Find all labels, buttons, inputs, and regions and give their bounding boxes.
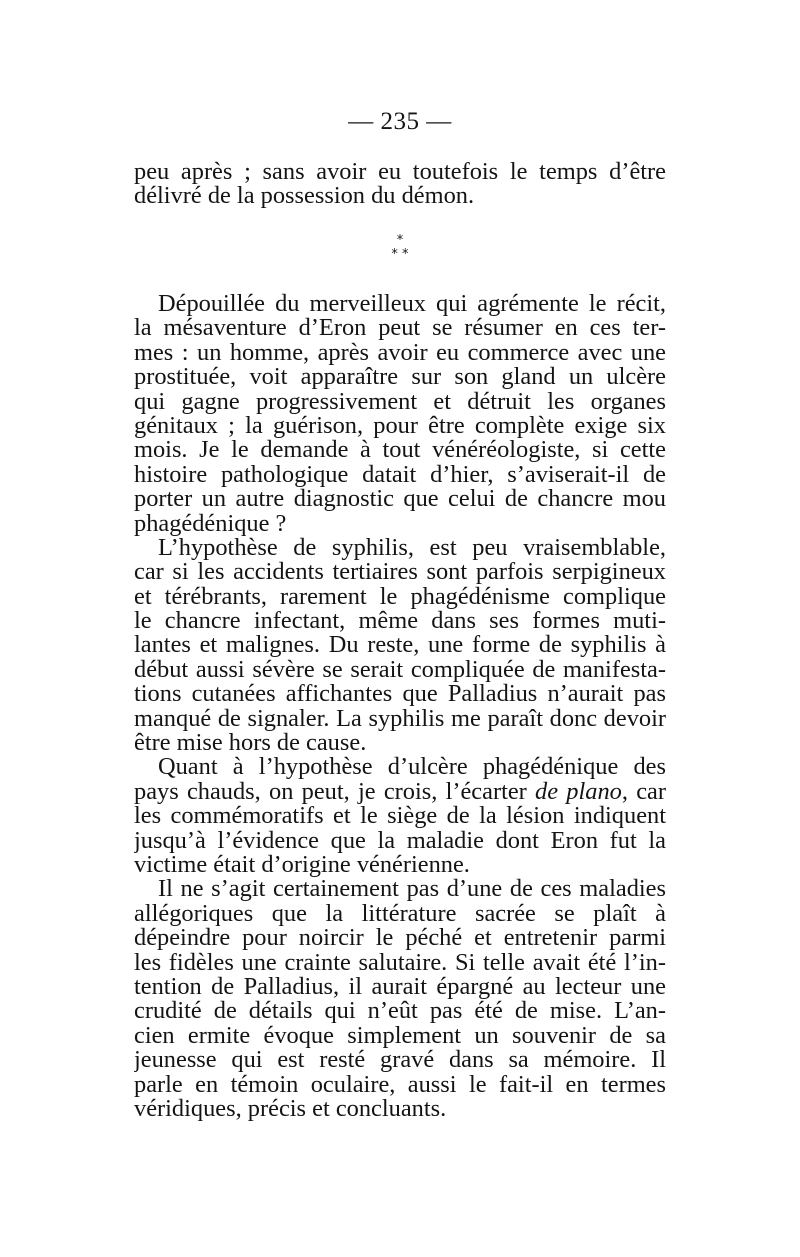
page-number: — 235 — [348,108,452,135]
text-line: peu après ; sans avoir eu toutefois le temps d’être [134,160,666,185]
text-line: véridiques, précis et concluants. [134,1096,447,1122]
text-line: allégoriques que la littérature sacrée se plaît à [134,901,666,927]
text-line-with-italic [134,780,666,804]
text-line: la mésaventure d’Eron peut se résumer en ces ter- [134,316,666,341]
text-line: mois. Je le demande à tout vénéréologiste, si cette [134,438,666,463]
text-line: L’hypothèse de syphilis, est peu vraisemblable, [158,535,666,561]
body-text [134,292,666,1121]
text-line: qui gagne progressivement et détruit les organes [134,389,666,414]
paragraph-continuation [134,160,666,209]
text-line: crudité de détails qui n’eût pas été de mise. L’an- [134,999,666,1024]
italic-phrase: de plano [535,779,622,805]
text-line: porter un autre diagnostic que celui de chancre mou [134,487,666,512]
text-line: Il ne s’agit certainement pas d’une de ces maladies [158,877,666,902]
text-line: le chancre infectant, même dans ses formes muti- [134,609,666,634]
text-line: Quant à l’hypothèse d’ulcère phagédénique des [158,755,666,780]
text-line: histoire pathologique datait d’hier, s’aviserait-il de [134,462,666,488]
text-line: dépeindre pour noircir le péché et entretenir parmi [134,926,666,951]
text-line: les commémoratifs et le siège de la lésion indiquent [134,804,666,829]
text-line: délivré de la possession du démon. [134,184,475,209]
text-line: tention de Palladius, il aurait épargné au lecteur une [134,974,666,1000]
text-line: phagédénique ? [134,511,287,536]
text-line: lantes et malignes. Du reste, une forme de syphilis à [134,633,666,658]
text-line: et térébrants, rarement le phagédénisme complique [134,584,666,610]
text-line: tions cutanées affichantes que Palladius n’aurait pas [134,682,666,707]
asterism-bottom: * * [391,247,409,262]
text-run: , car [621,779,666,805]
text-line: manqué de signaler. La syphilis me paraît donc devoir [134,706,666,732]
text-line: victime était d’origine vénérienne. [134,852,470,878]
text-line: prostituée, voit apparaître sur son gland un ulcère [134,365,666,390]
text-line: cien ermite évoque simplement un souvenir de sa [134,1023,666,1049]
text-line: génitaux ; la guérison, pour être complète exige six [134,413,666,439]
text-line: parle en témoin oculaire, aussi le fait-il en termes [134,1072,666,1097]
text-line: car si les accidents tertiaires sont parfois serpigineux [134,560,666,585]
text-line: jusqu’à l’évidence que la maladie dont Eron fut la [134,828,666,853]
text-line: Dépouillée du merveilleux qui agrémente le récit, [158,292,666,317]
text-line: mes : un homme, après avoir eu commerce avec une [134,340,666,366]
text-run: pays chauds, on peut, je crois, l’écarter [134,779,527,805]
text-line: être mise hors de cause. [134,731,367,756]
asterism-top: * [396,233,404,248]
text-line: jeunesse qui est resté gravé dans sa mémoire. Il [134,1048,666,1073]
text-line: les fidèles une crainte salutaire. Si telle avait été l’in- [134,950,666,975]
section-separator-asterism [0,234,800,262]
text-line: début aussi sévère se serait compliquée de manifesta- [134,657,666,683]
